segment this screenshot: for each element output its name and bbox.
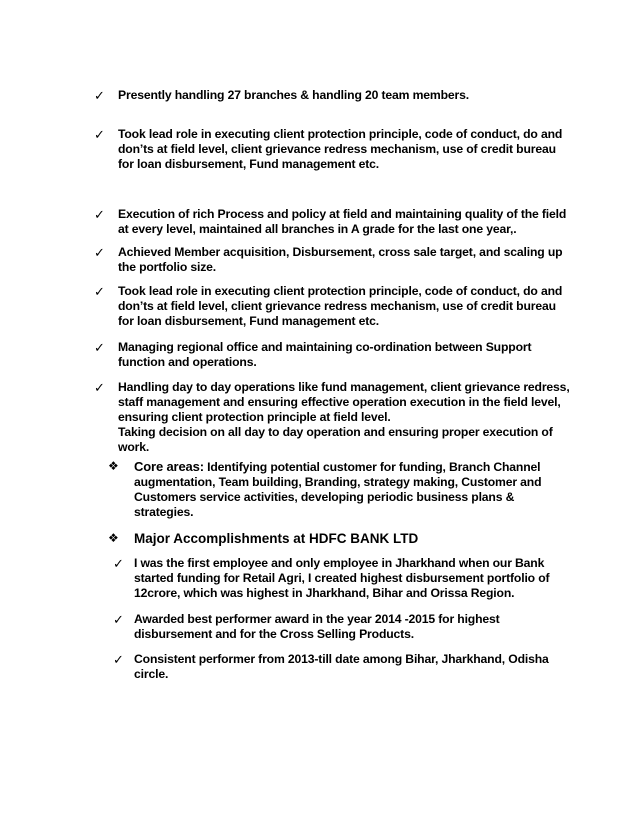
bullet-text-continuation: Taking decision on all day to day operation and ensuring proper execution of work. (118, 425, 553, 454)
checkmark-icon: ✓ (94, 245, 105, 260)
accomplishment-item-best-performer (113, 612, 568, 642)
accomplishment-item-retail-agri (113, 556, 568, 601)
bullet-text: Handling day to day operations like fund management, client grievance redress, staff management and ensuring effective operation execution in the field level, ensuring client protection principle at field level. (118, 380, 570, 424)
accomplishment-text: Consistent performer from 2013-till date among Bihar, Jharkhand, Odisha circle. (134, 652, 549, 681)
accomplishments-heading: Major Accomplishments at HDFC BANK LTD (134, 531, 419, 546)
accomplishments-heading-item (108, 531, 570, 547)
bullet-item-client-protection-repeat (94, 284, 574, 329)
bullet-item-client-protection (94, 127, 574, 172)
bullet-text: Managing regional office and maintaining co-ordination between Support function and operations. (118, 340, 532, 369)
checkmark-icon: ✓ (94, 207, 105, 222)
bullet-text: Execution of rich Process and policy at field and maintaining quality of the field at every level, maintained all branches in A grade for the last one year,. (118, 207, 567, 236)
bullet-item-day-to-day-operations (94, 380, 574, 455)
bullet-item-process-policy (94, 207, 574, 237)
checkmark-icon: ✓ (94, 127, 105, 142)
bullet-text-group (118, 380, 574, 455)
diamond-bullet-icon: ❖ (108, 459, 119, 473)
bullet-text: Took lead role in executing client protection principle, code of conduct, do and don’ts at field level, client grievance redress mechanism, use of credit bureau for loan disbursement, Fund management etc. (118, 127, 563, 171)
accomplishment-text: I was the first employee and only employee in Jharkhand when our Bank started funding for Retail Agri, I created highest disbursement portfolio of 12crore, which was highest in Jharkhand, Bihar and Orissa Region. (134, 556, 550, 600)
core-areas-text-group (134, 459, 570, 520)
checkmark-icon: ✓ (94, 88, 105, 103)
checkmark-icon: ✓ (94, 380, 105, 395)
checkmark-icon: ✓ (94, 284, 105, 299)
accomplishment-item-consistent-performer (113, 652, 568, 682)
accomplishment-text: Awarded best performer award in the year 2014 -2015 for highest disbursement and for the Cross Selling Products. (134, 612, 500, 641)
core-areas-item (108, 459, 570, 520)
checkmark-icon: ✓ (113, 612, 124, 627)
bullet-item-member-acquisition (94, 245, 574, 275)
checkmark-icon: ✓ (113, 556, 124, 571)
bullet-text: Presently handling 27 branches & handling 20 team members. (118, 88, 469, 102)
bullet-item-branches (94, 88, 574, 103)
core-areas-label: Core areas: (134, 459, 204, 474)
bullet-text: Took lead role in executing client protection principle, code of conduct, do and don’ts at field level, client grievance redress mechanism, use of credit bureau for loan disbursement, Fund management etc. (118, 284, 563, 328)
checkmark-icon: ✓ (94, 340, 105, 355)
diamond-bullet-icon: ❖ (108, 531, 119, 545)
bullet-item-regional-office (94, 340, 574, 370)
core-areas-text: Identifying potential customer for funding, Branch Channel augmentation, Team building, Branding, strategy making, Customer and Customers service activities, developing periodic business plans & strategies. (134, 460, 542, 519)
checkmark-icon: ✓ (113, 652, 124, 667)
bullet-text: Achieved Member acquisition, Disbursement, cross sale target, and scaling up the portfolio size. (118, 245, 563, 274)
